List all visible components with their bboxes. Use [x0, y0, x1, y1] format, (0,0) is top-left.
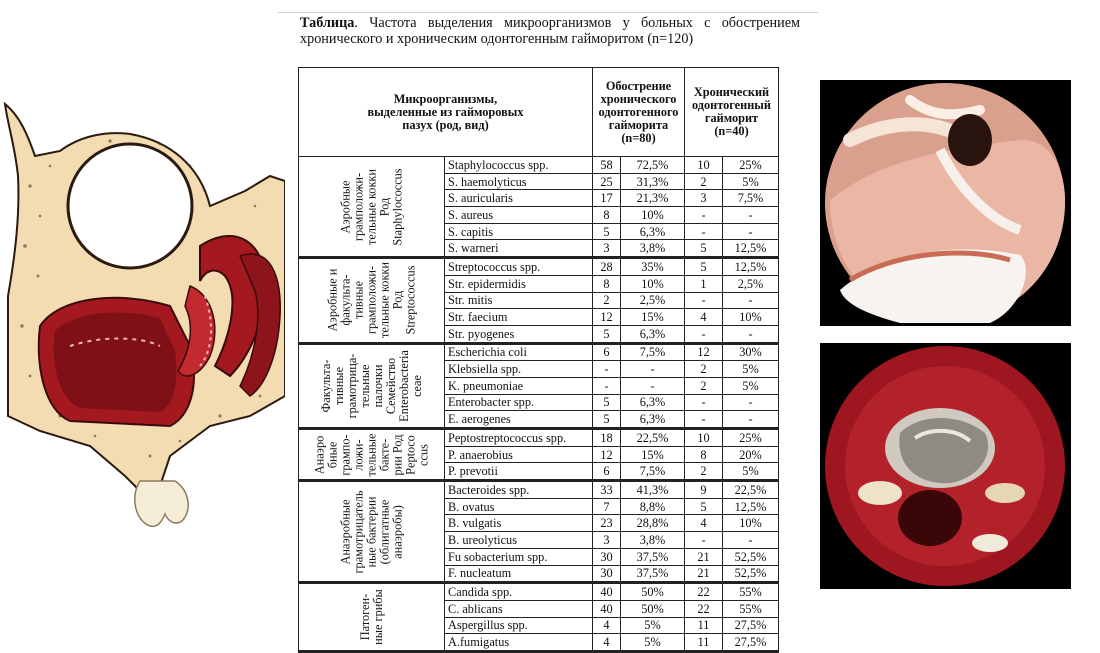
chronic-count: -: [685, 325, 723, 343]
acute-count: 6: [593, 463, 621, 481]
group-label: Аэробные грамположи- тельные кокки Род Staphylococcus: [338, 167, 404, 246]
chronic-percent: 52,5%: [723, 565, 779, 583]
chronic-percent: 5%: [723, 463, 779, 481]
chronic-count: 11: [685, 617, 723, 634]
acute-percent: 50%: [621, 583, 685, 601]
acute-percent: 72,5%: [621, 157, 685, 174]
table-header-row: [299, 68, 779, 157]
chronic-percent: -: [723, 292, 779, 309]
organism-name: Aspergillus spp.: [445, 617, 593, 634]
acute-percent: -: [621, 361, 685, 378]
acute-count: 28: [593, 258, 621, 276]
group-label: Анаэробные грамотрицатель ные бактерии (облигатные анаэробы): [338, 490, 404, 574]
organism-name: Str. faecium: [445, 309, 593, 326]
acute-count: 33: [593, 481, 621, 499]
organism-name: S. auricularis: [445, 190, 593, 207]
acute-percent: 6,3%: [621, 411, 685, 429]
acute-count: 40: [593, 600, 621, 617]
group-label: Факульта- тивные грамотрица- тельные палочки Семейство Enterobacteria ceae: [318, 349, 424, 422]
acute-percent: 5%: [621, 617, 685, 634]
table-row: [299, 583, 779, 601]
acute-percent: 3,8%: [621, 240, 685, 258]
acute-count: 25: [593, 173, 621, 190]
chronic-percent: -: [723, 394, 779, 411]
acute-percent: -: [621, 377, 685, 394]
header-chronic: Хронический одонтогенный гайморит (n=40): [685, 68, 779, 157]
organism-name: S. haemolyticus: [445, 173, 593, 190]
table-row: [299, 258, 779, 276]
chronic-count: 5: [685, 240, 723, 258]
chronic-percent: 25%: [723, 429, 779, 447]
group-cell: [299, 481, 445, 583]
acute-percent: 28,8%: [621, 515, 685, 532]
chronic-count: 5: [685, 498, 723, 515]
organism-name: Enterobacter spp.: [445, 394, 593, 411]
organism-name: Bacteroides spp.: [445, 481, 593, 499]
acute-count: 2: [593, 292, 621, 309]
group-cell: [299, 583, 445, 652]
organism-name: Str. pyogenes: [445, 325, 593, 343]
chronic-count: 2: [685, 463, 723, 481]
table-body: [299, 157, 779, 652]
acute-count: 3: [593, 240, 621, 258]
endoscopic-photo-1: [820, 80, 1071, 326]
organism-name: F. nucleatum: [445, 565, 593, 583]
chronic-count: 12: [685, 343, 723, 361]
acute-count: 12: [593, 446, 621, 463]
table-row: [299, 481, 779, 499]
chronic-percent: 30%: [723, 343, 779, 361]
chronic-count: 1: [685, 275, 723, 292]
organism-name: Str. mitis: [445, 292, 593, 309]
acute-percent: 2,5%: [621, 292, 685, 309]
acute-count: -: [593, 361, 621, 378]
chronic-count: 10: [685, 157, 723, 174]
acute-count: 12: [593, 309, 621, 326]
acute-count: 8: [593, 207, 621, 224]
acute-count: 40: [593, 583, 621, 601]
chronic-count: 21: [685, 548, 723, 565]
header-microorganisms: Микроорганизмы, выделенные из гайморовых пазух (род, вид): [299, 68, 593, 157]
chronic-count: 10: [685, 429, 723, 447]
chronic-count: 8: [685, 446, 723, 463]
chronic-count: 5: [685, 258, 723, 276]
chronic-percent: 22,5%: [723, 481, 779, 499]
acute-count: 7: [593, 498, 621, 515]
group-cell: [299, 258, 445, 343]
table-row: [299, 429, 779, 447]
acute-percent: 37,5%: [621, 548, 685, 565]
acute-count: 6: [593, 343, 621, 361]
acute-count: 23: [593, 515, 621, 532]
acute-percent: 6,3%: [621, 223, 685, 240]
acute-percent: 15%: [621, 446, 685, 463]
group-label: Патоген- ные грибы: [357, 589, 385, 645]
organism-name: B. ureolyticus: [445, 532, 593, 549]
chronic-percent: 12,5%: [723, 258, 779, 276]
chronic-count: -: [685, 223, 723, 240]
organism-name: B. ovatus: [445, 498, 593, 515]
chronic-percent: 5%: [723, 377, 779, 394]
chronic-count: -: [685, 207, 723, 224]
group-label: Анаэро бные грампо- ложи- тельные бакте- рии Род Peptoco ccus: [312, 433, 430, 476]
chronic-percent: 10%: [723, 309, 779, 326]
group-label: Аэробные и факульта- тивные грамположи- тельные кокки Род Streptococcus: [325, 262, 417, 339]
acute-percent: 21,3%: [621, 190, 685, 207]
organism-name: Escherichia coli: [445, 343, 593, 361]
organism-name: Klebsiella spp.: [445, 361, 593, 378]
acute-count: 4: [593, 634, 621, 652]
acute-percent: 10%: [621, 207, 685, 224]
chronic-count: -: [685, 394, 723, 411]
chronic-percent: 55%: [723, 600, 779, 617]
acute-percent: 7,5%: [621, 343, 685, 361]
acute-percent: 31,3%: [621, 173, 685, 190]
acute-count: 18: [593, 429, 621, 447]
chronic-count: -: [685, 411, 723, 429]
acute-count: 5: [593, 394, 621, 411]
organism-name: Fu sobacterium spp.: [445, 548, 593, 565]
organism-name: Peptostreptococcus spp.: [445, 429, 593, 447]
chronic-count: 22: [685, 583, 723, 601]
top-rule: [278, 12, 818, 13]
sinus-illustration: [0, 96, 285, 536]
acute-percent: 5%: [621, 634, 685, 652]
chronic-percent: -: [723, 532, 779, 549]
group-cell: [299, 157, 445, 258]
acute-percent: 50%: [621, 600, 685, 617]
organism-name: P. prevotii: [445, 463, 593, 481]
organism-name: S. capitis: [445, 223, 593, 240]
organism-name: C. ablicans: [445, 600, 593, 617]
chronic-count: -: [685, 292, 723, 309]
organism-name: S. warneri: [445, 240, 593, 258]
group-cell: [299, 343, 445, 428]
caption-text: . Частота выделения микроорганизмов у больных с обострением хронического и хроническим одонтогенным гайморитом (n=120): [300, 15, 800, 47]
acute-percent: 6,3%: [621, 394, 685, 411]
chronic-percent: 2,5%: [723, 275, 779, 292]
chronic-percent: -: [723, 411, 779, 429]
organism-name: P. anaerobius: [445, 446, 593, 463]
chronic-percent: 55%: [723, 583, 779, 601]
chronic-percent: -: [723, 207, 779, 224]
endoscopic-photo-2: [820, 343, 1071, 589]
acute-percent: 35%: [621, 258, 685, 276]
chronic-percent: 10%: [723, 515, 779, 532]
chronic-percent: 12,5%: [723, 240, 779, 258]
chronic-count: 4: [685, 309, 723, 326]
organism-name: S. aureus: [445, 207, 593, 224]
acute-percent: 10%: [621, 275, 685, 292]
chronic-percent: 7,5%: [723, 190, 779, 207]
acute-count: 30: [593, 565, 621, 583]
acute-count: 8: [593, 275, 621, 292]
acute-count: 3: [593, 532, 621, 549]
chronic-count: 2: [685, 361, 723, 378]
organism-name: Str. epidermidis: [445, 275, 593, 292]
table-row: [299, 157, 779, 174]
chronic-count: 9: [685, 481, 723, 499]
acute-count: 17: [593, 190, 621, 207]
organism-name: E. aerogenes: [445, 411, 593, 429]
acute-percent: 37,5%: [621, 565, 685, 583]
organism-name: Candida spp.: [445, 583, 593, 601]
acute-count: 58: [593, 157, 621, 174]
chronic-count: 11: [685, 634, 723, 652]
chronic-percent: 52,5%: [723, 548, 779, 565]
acute-percent: 22,5%: [621, 429, 685, 447]
header-acute: Обострение хронического одонтогенного гайморита (n=80): [593, 68, 685, 157]
acute-percent: 15%: [621, 309, 685, 326]
caption-lead: Таблица: [300, 15, 355, 31]
table-row: [299, 343, 779, 361]
acute-count: -: [593, 377, 621, 394]
chronic-percent: 12,5%: [723, 498, 779, 515]
organism-name: Streptococcus spp.: [445, 258, 593, 276]
organism-name: K. pneumoniae: [445, 377, 593, 394]
acute-count: 4: [593, 617, 621, 634]
acute-percent: 7,5%: [621, 463, 685, 481]
organism-name: B. vulgatis: [445, 515, 593, 532]
acute-count: 5: [593, 223, 621, 240]
chronic-percent: -: [723, 325, 779, 343]
chronic-count: 2: [685, 377, 723, 394]
acute-percent: 3,8%: [621, 532, 685, 549]
chronic-percent: 27,5%: [723, 634, 779, 652]
microorganism-frequency-table: [298, 67, 779, 653]
acute-count: 5: [593, 411, 621, 429]
acute-percent: 8,8%: [621, 498, 685, 515]
chronic-percent: -: [723, 223, 779, 240]
chronic-percent: 25%: [723, 157, 779, 174]
organism-name: Staphylococcus spp.: [445, 157, 593, 174]
chronic-count: 22: [685, 600, 723, 617]
chronic-count: 21: [685, 565, 723, 583]
chronic-percent: 20%: [723, 446, 779, 463]
chronic-count: 3: [685, 190, 723, 207]
organism-name: A.fumigatus: [445, 634, 593, 652]
acute-percent: 6,3%: [621, 325, 685, 343]
chronic-percent: 5%: [723, 173, 779, 190]
chronic-percent: 5%: [723, 361, 779, 378]
chronic-count: 4: [685, 515, 723, 532]
acute-count: 5: [593, 325, 621, 343]
acute-percent: 41,3%: [621, 481, 685, 499]
acute-count: 30: [593, 548, 621, 565]
chronic-count: -: [685, 532, 723, 549]
chronic-count: 2: [685, 173, 723, 190]
table-caption: [300, 15, 800, 47]
group-cell: [299, 429, 445, 481]
chronic-percent: 27,5%: [723, 617, 779, 634]
